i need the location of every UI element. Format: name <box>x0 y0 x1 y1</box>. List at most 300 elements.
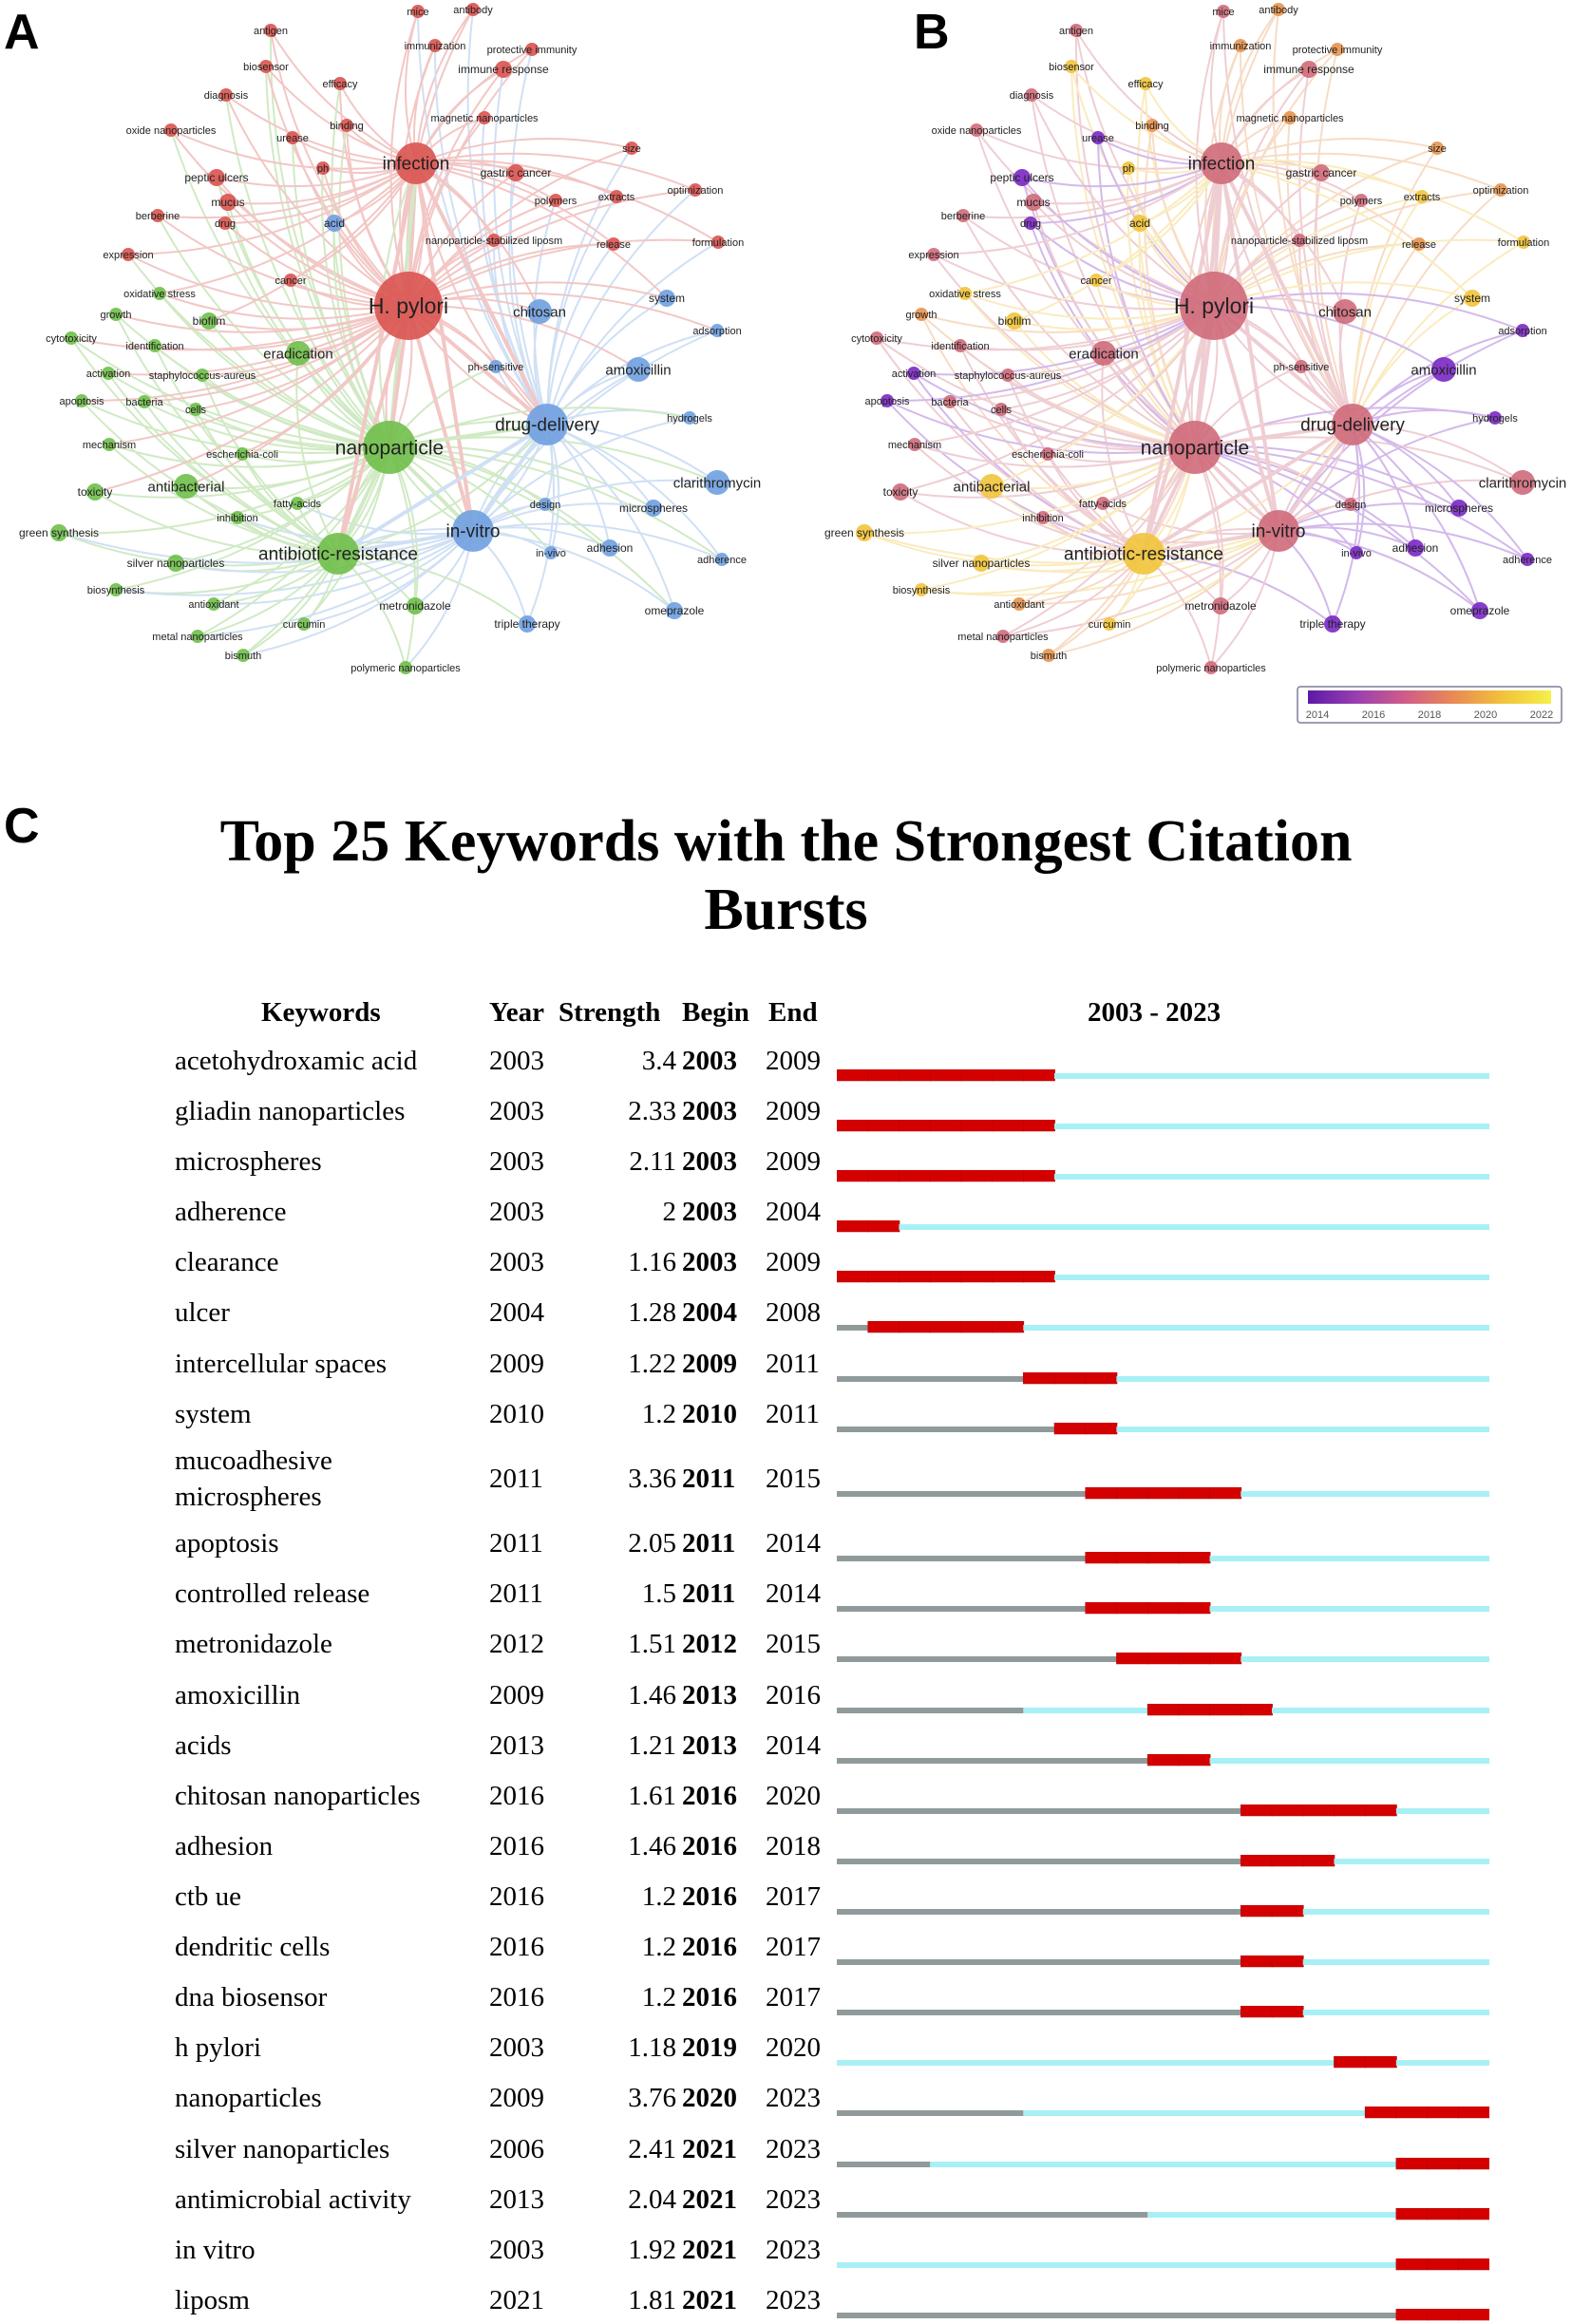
timeline-year-segment <box>1179 1552 1210 1563</box>
burst-end: 2009 <box>766 1096 821 1126</box>
timeline-year-segment <box>993 1656 1024 1662</box>
timeline-year-segment <box>1023 1909 1054 1915</box>
timeline-year-segment <box>1054 2262 1086 2268</box>
network-node-label: polymers <box>534 195 578 207</box>
timeline-year-segment <box>1179 2162 1210 2167</box>
keyword-first-year: 2012 <box>489 1629 544 1659</box>
timeline-year-segment <box>1147 1909 1179 1915</box>
burst-begin: 2009 <box>682 1349 737 1379</box>
burst-begin: 2013 <box>682 1680 737 1710</box>
network-node-label: growth <box>905 309 938 321</box>
timeline-year-segment <box>1303 1855 1335 1866</box>
network-node-label: system <box>1453 292 1491 306</box>
timeline-year-segment <box>899 1224 930 1230</box>
timeline-year-segment <box>1334 1556 1365 1561</box>
burst-begin: 2021 <box>682 2285 737 2315</box>
network-node-label: bacteria <box>931 396 969 408</box>
timeline-year-segment <box>1272 1073 1303 1079</box>
timeline-year-segment <box>1023 1120 1054 1131</box>
network-node-label: adherence <box>1503 554 1552 566</box>
burst-begin: 2016 <box>682 1982 737 2012</box>
timeline-year-segment <box>1116 1859 1147 1864</box>
timeline-year-segment <box>1210 1224 1241 1230</box>
timeline-year-segment <box>1179 1376 1210 1382</box>
timeline-year-segment <box>1086 1708 1117 1713</box>
burst-end: 2017 <box>766 1982 821 2012</box>
burst-end: 2023 <box>766 2134 821 2164</box>
burst-timeline <box>837 1220 1489 1234</box>
timeline-year-segment <box>1334 2110 1365 2116</box>
timeline-year-segment <box>1303 1656 1335 1662</box>
timeline-year-segment <box>930 1859 961 1864</box>
timeline-year-segment <box>961 2010 993 2015</box>
timeline-year-segment <box>1179 2212 1210 2218</box>
timeline-year-segment <box>961 1120 993 1131</box>
network-node-label: drug <box>1019 217 1042 230</box>
timeline-year-segment <box>1086 1325 1117 1331</box>
network-node-label: staphylococcus-aureus <box>954 369 1062 382</box>
timeline-year-segment <box>1334 1758 1365 1764</box>
timeline-year-segment <box>1086 2162 1117 2167</box>
keyword-first-year: 2004 <box>489 1297 544 1328</box>
timeline-year-segment <box>899 1427 930 1432</box>
timeline-year-segment <box>930 1909 961 1915</box>
network-node-label: nanoparticle-stabilized liposm <box>1230 235 1369 247</box>
network-node-label: berberine <box>940 210 986 222</box>
burst-title-line1: Top 25 Keywords with the Strongest Citation <box>219 809 1353 874</box>
timeline-year-segment <box>1210 1606 1241 1612</box>
timeline-year-segment <box>1365 1859 1396 1864</box>
timeline-year-segment <box>837 1170 868 1181</box>
timeline-year-segment <box>1054 1174 1086 1180</box>
timeline-year-segment <box>1458 1909 1489 1915</box>
timeline-year-segment <box>837 1376 868 1382</box>
timeline-year-segment <box>1147 1704 1179 1715</box>
timeline-year-segment <box>1458 2107 1489 2118</box>
network-node-label: antibiotic-resistance <box>258 544 418 565</box>
timeline-year-segment <box>1054 1656 1086 1662</box>
timeline-year-segment <box>1086 1224 1117 1230</box>
timeline-year-segment <box>1054 1909 1086 1915</box>
timeline-year-segment <box>993 1491 1024 1497</box>
timeline-year-segment <box>993 1556 1024 1561</box>
timeline-year-segment <box>1210 1959 1241 1965</box>
burst-strength: 1.2 <box>641 1881 676 1912</box>
timeline-year-segment <box>1428 1959 1459 1965</box>
network-node-label: antioxidant <box>188 598 239 611</box>
burst-timeline <box>837 1704 1489 1717</box>
timeline-year-segment <box>868 1758 900 1764</box>
timeline-year-segment <box>1428 1275 1459 1280</box>
timeline-year-segment <box>899 1758 930 1764</box>
burst-timeline <box>837 1855 1489 1868</box>
timeline-year-segment <box>961 1376 993 1382</box>
timeline-year-segment <box>1272 1427 1303 1432</box>
timeline-year-segment <box>899 1808 930 1814</box>
burst-begin: 2013 <box>682 1730 737 1761</box>
burst-strength: 3.4 <box>641 1046 676 1076</box>
timeline-year-segment <box>1303 1174 1335 1180</box>
timeline-year-segment <box>899 1491 930 1497</box>
network-node-label: release <box>1401 238 1437 251</box>
network-node-label: in-vivo <box>1341 547 1372 559</box>
timeline-year-segment <box>1023 1325 1054 1331</box>
keyword-label: dendritic cells <box>175 1932 331 1962</box>
timeline-year-segment <box>1210 1653 1241 1664</box>
timeline-year-segment <box>930 2162 961 2167</box>
network-node-label: metronidazole <box>379 599 451 614</box>
burst-begin: 2021 <box>682 2235 737 2265</box>
timeline-year-segment <box>1303 2110 1335 2116</box>
timeline-year-segment <box>868 1959 900 1965</box>
keyword-first-year: 2016 <box>489 1781 544 1811</box>
network-node-label: silver nanoparticles <box>932 557 1031 571</box>
timeline-year-segment <box>1147 1754 1179 1766</box>
timeline-year-segment <box>1458 1275 1489 1280</box>
network-node-label: mice <box>1212 6 1235 18</box>
timeline-year-segment <box>1272 1556 1303 1561</box>
network-node-label: drug-delivery <box>1300 415 1405 436</box>
timeline-year-segment <box>1116 1224 1147 1230</box>
timeline-year-segment <box>1303 2162 1335 2167</box>
timeline-year-segment <box>1210 2313 1241 2318</box>
timeline-year-segment <box>1334 1427 1365 1432</box>
timeline-year-segment <box>1116 1602 1147 1614</box>
timeline-year-segment <box>1210 1758 1241 1764</box>
timeline-year-segment <box>1272 2262 1303 2268</box>
network-node-label: expression <box>103 249 154 261</box>
keyword-first-year: 2011 <box>489 1464 543 1494</box>
timeline-year-segment <box>1303 2262 1335 2268</box>
timeline-year-segment <box>1023 1859 1054 1864</box>
timeline-year-segment <box>1334 1656 1365 1662</box>
network-node-label: antigen <box>1058 25 1094 37</box>
network-node-label: identification <box>125 340 184 352</box>
timeline-year-segment <box>1210 2212 1241 2218</box>
timeline-year-segment <box>1396 1959 1428 1965</box>
burst-begin: 2020 <box>682 2083 737 2113</box>
timeline-year-segment <box>1428 1708 1459 1713</box>
timeline-year-segment <box>1116 2060 1147 2066</box>
burst-end: 2014 <box>766 1730 821 1761</box>
timeline-year-segment <box>1147 2110 1179 2116</box>
network-node-label: expression <box>908 249 959 261</box>
burst-strength: 1.81 <box>628 2285 676 2315</box>
network-node-label: ph <box>316 162 330 175</box>
network-node-label: escherichia-coli <box>206 448 278 461</box>
timeline-year-segment <box>1272 1656 1303 1662</box>
timeline-year-segment <box>993 1224 1024 1230</box>
timeline-year-segment <box>1086 1423 1117 1434</box>
timeline-year-segment <box>1272 1804 1303 1816</box>
timeline-year-segment <box>1179 1427 1210 1432</box>
timeline-year-segment <box>1365 1124 1396 1129</box>
timeline-year-segment <box>1396 1427 1428 1432</box>
network-node-label: binding <box>330 120 364 132</box>
network-node-label: infection <box>1187 154 1256 175</box>
timeline-year-segment <box>1365 1556 1396 1561</box>
network-node-label: antibody <box>453 4 493 16</box>
keyword-label: system <box>175 1399 252 1429</box>
timeline-year-segment <box>837 1427 868 1432</box>
network-node-label: mice <box>407 6 429 18</box>
burst-timeline <box>837 2309 1489 2322</box>
network-node-label: mechanism <box>887 439 942 451</box>
network-node-label: biosynthesis <box>892 584 951 596</box>
keyword-label: clearance <box>175 1247 279 1277</box>
burst-strength: 1.2 <box>641 1932 676 1962</box>
timeline-year-segment <box>1147 1325 1179 1331</box>
timeline-year-segment <box>993 1758 1024 1764</box>
network-node-label: system <box>648 292 686 306</box>
timeline-year-segment <box>837 2060 868 2066</box>
network-node-label: mucus <box>1016 196 1051 210</box>
network-node-label: magnetic nanoparticles <box>430 112 539 124</box>
burst-timeline <box>837 1487 1489 1501</box>
timeline-year-segment <box>1428 2309 1459 2320</box>
timeline-year-segment <box>868 1556 900 1561</box>
timeline-year-segment <box>899 2162 930 2167</box>
timeline-year-segment <box>1365 2056 1396 2068</box>
network-node-label: immune response <box>458 63 549 77</box>
timeline-year-segment <box>1272 1376 1303 1382</box>
network-node-label: apoptosis <box>59 395 104 407</box>
timeline-year-segment <box>1365 2212 1396 2218</box>
burst-begin: 2004 <box>682 1297 737 1328</box>
timeline-year-segment <box>1303 1959 1335 1965</box>
network-node-label: triple therapy <box>1299 617 1366 632</box>
network-node-label: bismuth <box>1030 650 1068 662</box>
header-range: 2003 - 2023 <box>1088 997 1222 1028</box>
timeline-year-segment <box>1334 2262 1365 2268</box>
network-node-label: polymers <box>1339 195 1383 207</box>
timeline-year-segment <box>1303 2313 1335 2318</box>
timeline-year-segment <box>993 2010 1024 2015</box>
timeline-year-segment <box>1365 1491 1396 1497</box>
network-node-label: activation <box>891 368 937 380</box>
timeline-year-segment <box>930 1120 961 1131</box>
timeline-year-segment <box>837 1220 868 1232</box>
timeline-year-segment <box>1334 1708 1365 1713</box>
timeline-year-segment <box>930 2212 961 2218</box>
keyword-label: intercellular spaces <box>175 1349 388 1379</box>
timeline-year-segment <box>961 1708 993 1713</box>
timeline-year-segment <box>1179 1275 1210 1280</box>
timeline-year-segment <box>1086 1909 1117 1915</box>
timeline-year-segment <box>1396 1708 1428 1713</box>
timeline-year-segment <box>1428 1556 1459 1561</box>
timeline-year-segment <box>1054 1808 1086 1814</box>
timeline-year-segment <box>1428 2158 1459 2169</box>
burst-timeline <box>837 2107 1489 2120</box>
keyword-first-year: 2003 <box>489 1146 544 1177</box>
timeline-year-segment <box>993 2060 1024 2066</box>
burst-timeline <box>837 1956 1489 1969</box>
timeline-year-segment <box>1241 1427 1272 1432</box>
timeline-year-segment <box>1272 2313 1303 2318</box>
timeline-year-segment <box>868 1909 900 1915</box>
burst-begin: 2011 <box>682 1464 736 1494</box>
timeline-year-segment <box>1334 1325 1365 1331</box>
timeline-year-segment <box>1334 1275 1365 1280</box>
timeline-year-segment <box>837 1325 868 1331</box>
keyword-first-year: 2003 <box>489 2235 544 2265</box>
network-node-label: in-vivo <box>536 547 566 559</box>
timeline-year-segment <box>961 1427 993 1432</box>
timeline-year-segment <box>837 1556 868 1561</box>
network-node-label: antibody <box>1259 4 1298 16</box>
timeline-year-segment <box>1210 1909 1241 1915</box>
network-node-label: green synthesis <box>18 526 100 540</box>
network-node-label: cancer <box>1080 274 1112 287</box>
burst-strength: 1.61 <box>628 1781 676 1811</box>
timeline-year-segment <box>1303 2060 1335 2066</box>
network-node-label: protective immunity <box>486 44 578 56</box>
timeline-year-segment <box>1023 1959 1054 1965</box>
timeline-year-segment <box>1365 2262 1396 2268</box>
network-node-label: protective immunity <box>1292 44 1383 56</box>
keyword-first-year: 2016 <box>489 1982 544 2012</box>
timeline-year-segment <box>1272 1606 1303 1612</box>
burst-strength: 1.2 <box>641 1982 676 2012</box>
timeline-year-segment <box>899 1959 930 1965</box>
network-node-label: extracts <box>1403 191 1441 203</box>
timeline-year-segment <box>1396 2258 1428 2270</box>
keyword-label: ulcer <box>175 1297 230 1328</box>
burst-timeline <box>837 1905 1489 1918</box>
network-node-label: design <box>529 499 561 511</box>
network-node-label: oxide nanoparticles <box>931 124 1022 137</box>
timeline-year-segment <box>1116 1174 1147 1180</box>
timeline-year-segment <box>930 2262 961 2268</box>
burst-strength: 1.92 <box>628 2235 676 2265</box>
timeline-year-segment <box>899 1069 930 1081</box>
colorbar-tick-label: 2016 <box>1361 709 1386 721</box>
timeline-year-segment <box>1241 1376 1272 1382</box>
timeline-year-segment <box>868 1808 900 1814</box>
timeline-year-segment <box>930 1808 961 1814</box>
network-node-label: green synthesis <box>824 526 905 540</box>
timeline-year-segment <box>1179 2110 1210 2116</box>
timeline-year-segment <box>1116 1959 1147 1965</box>
timeline-year-segment <box>1054 1423 1086 1434</box>
timeline-year-segment <box>1428 2060 1459 2066</box>
burst-timeline <box>837 1372 1489 1386</box>
burst-timeline <box>837 1804 1489 1818</box>
timeline-year-segment <box>1241 1491 1272 1497</box>
keyword-first-year: 2009 <box>489 2083 544 2113</box>
burst-begin: 2003 <box>682 1146 737 1177</box>
network-node-label: amoxicillin <box>605 362 672 379</box>
network-node-label: antibiotic-resistance <box>1064 544 1223 565</box>
timeline-year-segment <box>899 2262 930 2268</box>
burst-timeline <box>837 1321 1489 1334</box>
network-node-label: microspheres <box>618 501 689 516</box>
timeline-year-segment <box>1147 1859 1179 1864</box>
timeline-year-segment <box>1054 2110 1086 2116</box>
timeline-year-segment <box>1334 1491 1365 1497</box>
network-node-label: identification <box>931 340 990 352</box>
timeline-year-segment <box>899 1170 930 1181</box>
network-node-label: polymeric nanoparticles <box>1156 662 1266 674</box>
timeline-year-segment <box>899 2060 930 2066</box>
year-colorbar <box>1297 686 1563 724</box>
network-node-label: acid <box>323 217 346 231</box>
timeline-year-segment <box>930 1069 961 1081</box>
timeline-year-segment <box>930 1491 961 1497</box>
burst-timeline <box>837 2158 1489 2171</box>
timeline-year-segment <box>1116 2313 1147 2318</box>
timeline-year-segment <box>1054 1073 1086 1079</box>
timeline-year-segment <box>1147 1653 1179 1664</box>
timeline-year-segment <box>1179 1859 1210 1864</box>
timeline-year-segment <box>1334 2212 1365 2218</box>
network-node-label: efficacy <box>322 78 358 90</box>
network-node-label: size <box>622 142 641 155</box>
timeline-year-segment <box>1086 1372 1117 1384</box>
timeline-year-segment <box>1147 2262 1179 2268</box>
burst-strength: 1.22 <box>628 1349 676 1379</box>
timeline-year-segment <box>1179 2262 1210 2268</box>
timeline-year-segment <box>1241 2262 1272 2268</box>
network-node-label: peptic ulcers <box>990 171 1054 185</box>
timeline-year-segment <box>1116 1808 1147 1814</box>
colorbar-tick-label: 2014 <box>1305 709 1330 721</box>
network-node-label: urease <box>1082 132 1114 144</box>
network-node-label: nanoparticle <box>1140 437 1250 460</box>
keyword-label: adhesion <box>175 1831 274 1861</box>
timeline-year-segment <box>1396 1275 1428 1280</box>
timeline-year-segment <box>1023 1224 1054 1230</box>
timeline-year-segment <box>1241 1325 1272 1331</box>
timeline-year-segment <box>1334 1959 1365 1965</box>
network-node-label: omeprazole <box>1449 604 1510 618</box>
timeline-year-segment <box>1054 1959 1086 1965</box>
timeline-year-segment <box>899 1271 930 1282</box>
burst-end: 2018 <box>766 1831 821 1861</box>
cluster-network-map <box>0 0 779 693</box>
timeline-year-segment <box>837 1606 868 1612</box>
timeline-year-segment <box>899 1909 930 1915</box>
timeline-year-segment <box>837 2110 868 2116</box>
timeline-year-segment <box>1303 1224 1335 1230</box>
timeline-year-segment <box>1241 2060 1272 2066</box>
timeline-year-segment <box>993 1321 1024 1332</box>
timeline-year-segment <box>1458 1859 1489 1864</box>
keyword-first-year: 2011 <box>489 1578 543 1609</box>
timeline-year-segment <box>961 1271 993 1282</box>
network-node-label: urease <box>276 132 309 144</box>
burst-strength: 3.36 <box>628 1464 676 1494</box>
timeline-year-segment <box>1396 2060 1428 2066</box>
timeline-year-segment <box>1365 1275 1396 1280</box>
timeline-year-segment <box>1179 1754 1210 1766</box>
keyword-label: ctb ue <box>175 1881 242 1912</box>
timeline-year-segment <box>1428 1073 1459 1079</box>
timeline-year-segment <box>930 2010 961 2015</box>
timeline-year-segment <box>1210 1808 1241 1814</box>
keyword-label: metronidazole <box>175 1629 332 1659</box>
timeline-year-segment <box>1272 2006 1303 2017</box>
timeline-year-segment <box>1272 1275 1303 1280</box>
timeline-year-segment <box>1147 1124 1179 1129</box>
timeline-year-segment <box>1428 1606 1459 1612</box>
timeline-year-segment <box>993 1909 1024 1915</box>
timeline-year-segment <box>1303 1758 1335 1764</box>
timeline-year-segment <box>1086 1552 1117 1563</box>
network-node-label: antioxidant <box>994 598 1045 611</box>
timeline-year-segment <box>1365 2107 1396 2118</box>
